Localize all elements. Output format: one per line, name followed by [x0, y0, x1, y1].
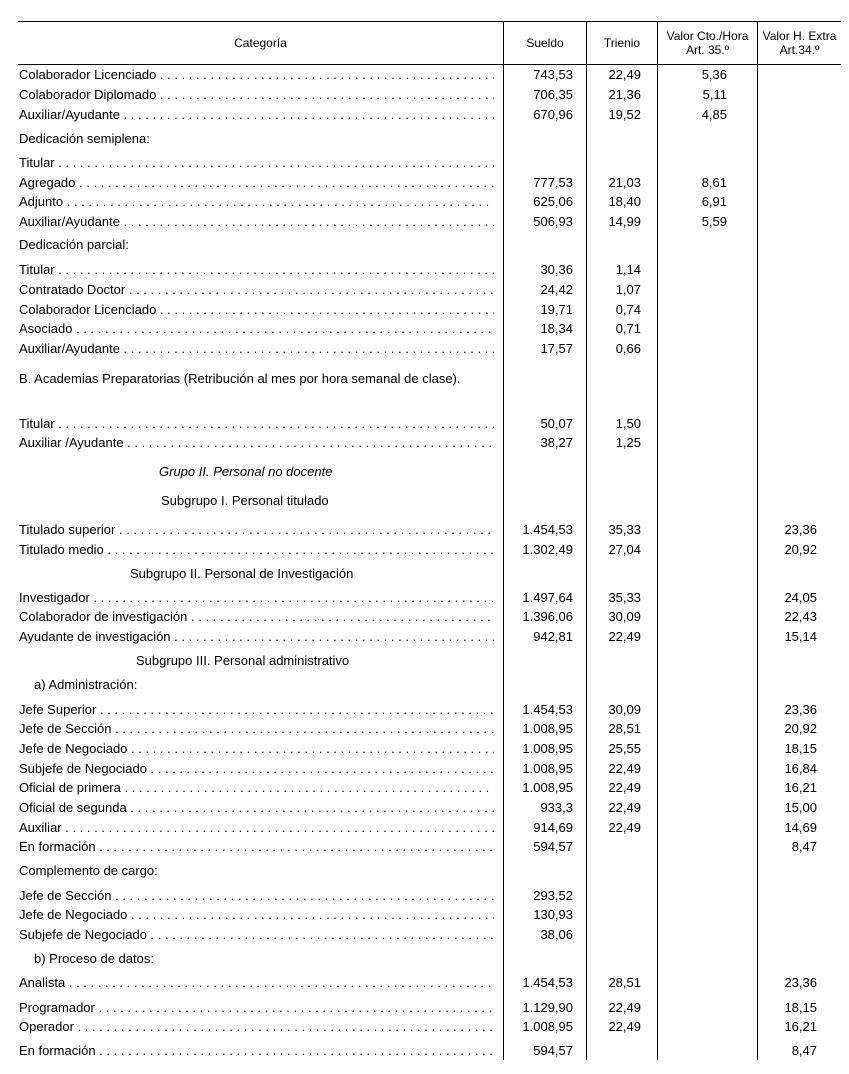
table-row: Jefe de Negociado . . . 130,93	[0, 907, 849, 923]
subgroup-heading: Subgrupo III. Personal administrativo	[136, 653, 350, 668]
table-row: Oficial de primera . . . 1.008,95 22,49 16,21	[0, 780, 849, 796]
table-row: Titular . . . 50,07 1,50	[0, 416, 849, 432]
table-row: Analista . . . 1.454,53 28,51 23,36	[0, 975, 849, 991]
table-row: Subjefe de Negociado . . . 38,06	[0, 927, 849, 943]
table-row: Colaborador Licenciado . . . 743,53 22,49 5,36	[0, 67, 849, 83]
section-heading: b) Proceso de datos:	[34, 951, 154, 966]
table-row: Auxiliar/Ayudante . . . 670,96 19,52 4,85	[0, 107, 849, 123]
header-sueldo: Sueldo	[526, 36, 564, 50]
table-row: Jefe de Sección . . . 1.008,95 28,51 20,92	[0, 721, 849, 737]
table-row: Programador . . . 1.129,90 22,49 18,15	[0, 1000, 849, 1016]
table-row: Subjefe de Negociado . . . 1.008,95 22,49 16,84	[0, 761, 849, 777]
subgroup-heading: Subgrupo II. Personal de Investigación	[130, 566, 354, 581]
table-row: Adjunto . . . 625,06 18,40 6,91	[0, 194, 849, 210]
table-row: Contratado Doctor . . . 24,42 1,07	[0, 282, 849, 298]
table-row: Ayudante de investigación . . . 942,81 22,49 15,14	[0, 629, 849, 645]
table-row: Titular . . . 30,36 1,14	[0, 262, 849, 278]
table-row: Auxiliar/Ayudante . . . 506,93 14,99 5,59	[0, 214, 849, 230]
table-row: Jefe Superior . . . 1.454,53 30,09 23,36	[0, 702, 849, 718]
table-row: Jefe de Sección . . . 293,52	[0, 888, 849, 904]
table-row: Jefe de Negociado . . . 1.008,95 25,55 18,15	[0, 741, 849, 757]
header-categoria: Categoría	[234, 36, 287, 50]
subgroup-heading: Subgrupo I. Personal titulado	[161, 493, 329, 508]
table-row: En formación . . . 594,57 8,47	[0, 1043, 849, 1059]
section-heading: a) Administración:	[34, 677, 138, 692]
section-heading: Dedicación semiplena:	[19, 131, 150, 146]
table-row: Titulado medio . . . 1.302,49 27,04 20,92	[0, 542, 849, 558]
table-row: Colaborador Licenciado . . . 19,71 0,74	[0, 302, 849, 318]
table-row: Titular . . .	[0, 155, 849, 171]
table-row: En formación . . . 594,57 8,47	[0, 839, 849, 855]
table-row: Auxiliar /Ayudante . . . 38,27 1,25	[0, 435, 849, 451]
table-row: Asociado . . . 18,34 0,71	[0, 321, 849, 337]
group-heading: Grupo II. Personal no docente	[159, 464, 333, 479]
table-row: Oficial de segunda . . . 933,3 22,49 15,00	[0, 800, 849, 816]
table-row: Titulado superior . . . 1.454,53 35,33 23,36	[0, 522, 849, 538]
header-valor-cto: Valor Cto./Hora Art. 35.º	[666, 29, 749, 57]
table-row: Operador . . . 1.008,95 22,49 16,21	[0, 1019, 849, 1035]
table-row: Colaborador de investigación . . . 1.396,06 30,09 22,43	[0, 609, 849, 625]
section-heading: Complemento de cargo:	[19, 863, 158, 878]
section-heading: Dedicación parcial:	[19, 237, 129, 252]
table-row: Investigador . . . 1.497,64 35,33 24,05	[0, 590, 849, 606]
header-valor-extra: Valor H. Extra Art.34.º	[762, 29, 837, 57]
table-row: Auxiliar/Ayudante . . . 17,57 0,66	[0, 341, 849, 357]
table-row: Auxiliar . . . 914,69 22,49 14,69	[0, 820, 849, 836]
table-row: Agregado . . . 777,53 21,03 8,61	[0, 175, 849, 191]
header-bottom-border	[18, 64, 841, 65]
section-heading-academias: B. Academias Preparatorias (Retribución al mes por hora semanal de clase).	[19, 371, 461, 386]
header-trienio: Trienio	[603, 36, 641, 50]
table-row: Colaborador Diplomado . . . 706,35 21,36 5,11	[0, 87, 849, 103]
